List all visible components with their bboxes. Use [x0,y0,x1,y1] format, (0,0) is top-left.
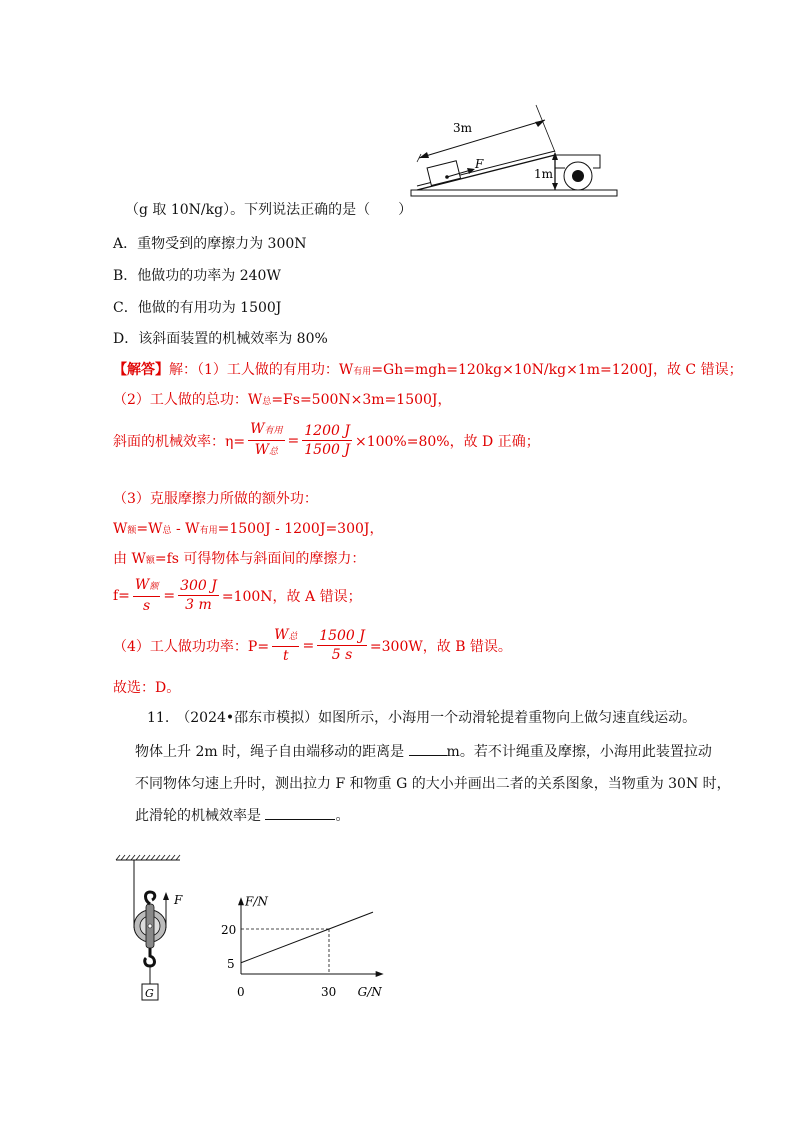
pulley-figure [110,852,210,1002]
p-eq: = [302,637,315,654]
friction-formula [113,576,362,615]
solution-line1-post: =Gh=mgh=120kg×10N/kg×1m=1200J，故 C 错误； [371,362,743,378]
question11-line4 [135,805,349,825]
solution-line2 [113,389,452,409]
y-tick-5: 5 [227,956,235,971]
eta-eq: = [287,432,300,449]
f-num: W [134,577,150,593]
top-hook-icon [146,892,155,904]
p-den2: 5 s [331,647,353,663]
line4-sub3: 有用 [199,526,218,536]
eta-num-sub: 有用 [264,426,283,436]
pull-arrowhead [163,892,169,900]
p-pre: （4）工人做功功率：P= [113,638,270,655]
line4-c: - W [171,521,200,537]
x-tick-30: 30 [321,985,337,999]
option-d: D．该斜面装置的机械效率为 80% [113,331,328,347]
height-arrow-bottom [552,183,558,190]
solution-line2-pre: （2）工人做的总功：W [113,392,263,408]
question11-line2 [135,741,712,761]
question11-line1: 11. （2024•邵东市模拟）如图所示，小海用一个动滑轮提着重物向上做匀速直线运动。 [147,710,697,726]
force-weight-chart [221,882,382,1002]
answer-blank-distance[interactable] [409,743,447,756]
eta-fraction-numeric [302,422,352,459]
question10-tail: （g 取 10N/kg）。下列说法正确的是（ ） [125,202,413,218]
p-post: =300W，故 B 错误。 [369,638,512,655]
block [427,161,460,186]
line4-a: W [113,521,128,537]
eta-post: ×100%=80%，故 D 正确； [354,433,540,450]
ground [411,190,617,196]
question11-line2-post: m。若不计绳重及摩擦，小海用此装置拉动 [446,744,712,760]
option-a: A．重物受到的摩擦力为 300N [113,236,307,252]
eta-den2: 1500 J [304,442,350,458]
p-num: W [274,627,289,643]
y-tick-20: 20 [221,923,237,937]
ceiling-hatch [116,855,180,860]
solution-line2-post: =Fs=500N×3m=1500J， [271,392,452,408]
incline-figure [405,100,625,205]
question11-line2-pre: 物体上升 2m 时，绳子自由端移动的距离是 [135,744,409,760]
line4-sub1: 额 [127,526,137,536]
force-label: F [475,157,484,171]
f-eq: = [163,587,176,604]
solution-line3: （3）克服摩擦力所做的额外功： [113,491,318,507]
option-c: C．他做的有用功为 1500J [113,300,282,316]
f-fraction-numeric [178,577,219,614]
p-num2: 1500 J [319,628,365,644]
question11-line4-post: 。 [335,808,350,824]
line4-b: =W [136,521,163,537]
f-den: s [143,598,151,614]
efficiency-formula [113,420,540,461]
pull-force-label: F [174,893,183,907]
eta-num2: 1200 J [304,423,350,439]
f-num2: 300 J [180,578,217,594]
x-axis-label: G/N [357,985,382,999]
p-fraction-numeric [317,627,367,664]
f-post: =100N，故 A 错误； [221,588,362,605]
eta-fraction-symbolic [248,420,284,461]
solution-line1-sub: 有用 [353,367,372,377]
x-axis-arrowhead [376,971,384,977]
line5-a: 由 W [113,551,146,567]
cart-wheel-inner [572,170,584,182]
y-axis-arrowhead [238,897,244,905]
solution-line4 [113,518,384,538]
p-num-sub: 总 [288,632,298,642]
weight-label: G [145,987,154,1000]
solution-line5 [113,548,365,568]
option-b: B．他做功的功率为 240W [113,268,281,284]
length-label: 3m [453,121,473,135]
pulley-axle [148,924,152,928]
solution-line1 [113,359,743,379]
f-pre: f= [113,587,130,604]
solution-answer: 故选：D。 [113,680,181,696]
height-label: 1m [534,167,554,181]
eta-pre: 斜面的机械效率：η= [113,433,246,450]
solution-line2-sub: 总 [262,397,272,407]
solution-line1-pre: 解：（1）工人做的有用功：W [169,362,354,378]
power-formula [113,626,512,665]
answer-blank-efficiency[interactable] [265,807,335,820]
y-axis-label: F/N [245,894,268,909]
f-num-sub: 额 [149,582,159,592]
solution-tag: 【解答】 [113,362,169,378]
line4-d: =1500J - 1200J=300J， [217,521,384,537]
eta-den-sub: 总 [269,447,279,457]
line4-sub2: 总 [162,526,172,536]
line5-sub: 额 [145,556,155,566]
ext-line-right [536,105,555,152]
f-den2: 3 m [185,597,212,613]
origin-label: 0 [237,985,245,999]
eta-den: W [254,442,270,458]
series-line [241,912,373,963]
bottom-hook-icon [145,948,155,966]
length-dimension [419,120,545,158]
p-den: t [282,648,289,664]
question11-line4-pre: 此滑轮的机械效率是 [135,808,266,824]
p-fraction-symbolic [272,626,299,665]
f-fraction-symbolic [133,576,160,615]
question11-line3: 不同物体匀速上升时，测出拉力 F 和物重 G 的大小并画出二者的关系图象，当物重为 30N 时， [135,776,731,792]
line5-b: =fs 可得物体与斜面间的摩擦力： [154,551,366,567]
eta-num: W [250,421,265,437]
